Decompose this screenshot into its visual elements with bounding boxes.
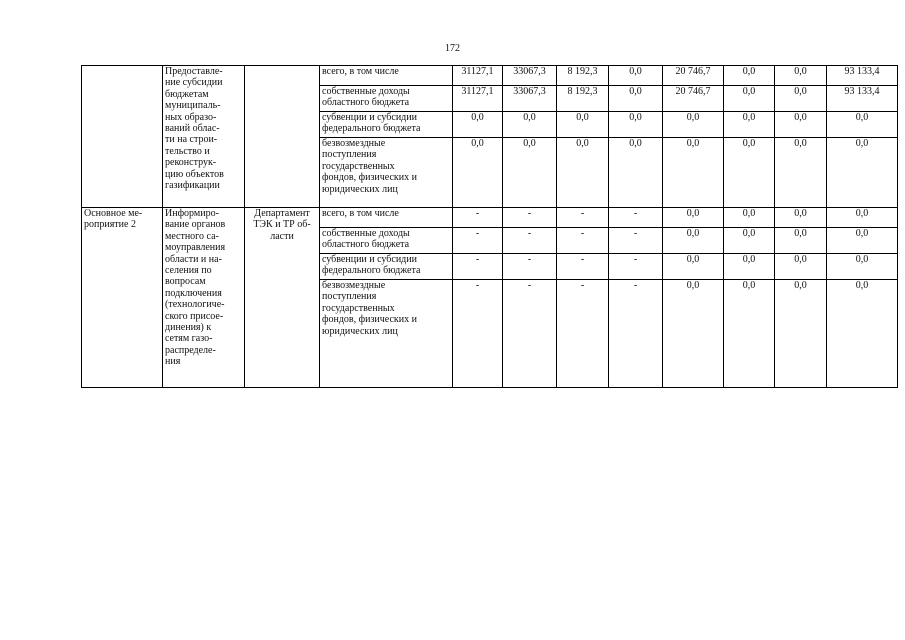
value-cell: 31127,1 — [453, 66, 503, 86]
value-cell: 0,0 — [663, 112, 724, 138]
funding-source-cell: всего, в том числе — [320, 208, 453, 228]
value-cell: 0,0 — [775, 254, 827, 280]
value-cell: 20 746,7 — [663, 66, 724, 86]
value-cell: 0,0 — [609, 112, 663, 138]
value-cell: 0,0 — [724, 280, 775, 388]
value-cell: 0,0 — [775, 280, 827, 388]
value-cell: 0,0 — [827, 112, 898, 138]
value-cell: 0,0 — [827, 228, 898, 254]
value-cell: - — [557, 228, 609, 254]
value-cell: 0,0 — [663, 228, 724, 254]
measure-cell: Основное ме- роприятие 2 — [82, 208, 163, 388]
value-cell: 0,0 — [775, 228, 827, 254]
value-cell: 0,0 — [724, 208, 775, 228]
value-cell: 0,0 — [724, 228, 775, 254]
value-cell: - — [609, 208, 663, 228]
value-cell: 8 192,3 — [557, 66, 609, 86]
funding-source-cell: собственные доходы областного бюджета — [320, 86, 453, 112]
value-cell: 0,0 — [503, 112, 557, 138]
value-cell: - — [557, 208, 609, 228]
table-row — [82, 208, 898, 228]
funding-source-cell: всего, в том числе — [320, 66, 453, 86]
value-cell: 0,0 — [557, 112, 609, 138]
value-cell: 0,0 — [609, 138, 663, 208]
value-cell: - — [503, 280, 557, 388]
funding-source-cell: собственные доходы областного бюджета — [320, 228, 453, 254]
value-cell: 0,0 — [663, 138, 724, 208]
value-cell: 0,0 — [609, 66, 663, 86]
budget-table — [81, 65, 898, 388]
value-cell: 0,0 — [827, 208, 898, 228]
funding-source-cell: субвенции и субсидии федерального бюджета — [320, 112, 453, 138]
value-cell: 0,0 — [453, 112, 503, 138]
value-cell: 93 133,4 — [827, 86, 898, 112]
value-cell: - — [609, 254, 663, 280]
value-cell: 0,0 — [724, 66, 775, 86]
measure-name-cell: Предоставле- ние субсидии бюджетам муниципаль- ных образо- ваний облас- ти на строи- тельство и реконструк- цию объектов газификации — [163, 66, 245, 208]
value-cell: 0,0 — [453, 138, 503, 208]
value-cell: 20 746,7 — [663, 86, 724, 112]
value-cell: 8 192,3 — [557, 86, 609, 112]
executor-cell — [245, 66, 320, 208]
value-cell: 0,0 — [724, 86, 775, 112]
value-cell: 0,0 — [827, 280, 898, 388]
value-cell: 0,0 — [775, 66, 827, 86]
value-cell: 0,0 — [663, 208, 724, 228]
value-cell: 0,0 — [775, 86, 827, 112]
measure-cell — [82, 66, 163, 208]
funding-source-cell: безвозмездные поступления государственных фондов, физических и юридических лиц — [320, 280, 453, 388]
value-cell: - — [609, 280, 663, 388]
value-cell: 0,0 — [663, 280, 724, 388]
value-cell: - — [503, 208, 557, 228]
measure-name-cell: Информиро- вание органов местного са- моуправления области и на- селения по вопросам подключения (технологиче- ского присое- динения) к сетям газо- распределе- ния — [163, 208, 245, 388]
value-cell: - — [453, 208, 503, 228]
value-cell: 0,0 — [775, 208, 827, 228]
funding-source-cell: субвенции и субсидии федерального бюджета — [320, 254, 453, 280]
value-cell: 0,0 — [827, 138, 898, 208]
funding-source-cell: безвозмездные поступления государственных фондов, физических и юридических лиц — [320, 138, 453, 208]
value-cell: 33067,3 — [503, 86, 557, 112]
value-cell: - — [453, 280, 503, 388]
value-cell: 0,0 — [827, 254, 898, 280]
value-cell: 0,0 — [775, 138, 827, 208]
value-cell: - — [453, 228, 503, 254]
value-cell: - — [609, 228, 663, 254]
value-cell: - — [453, 254, 503, 280]
value-cell: - — [557, 254, 609, 280]
value-cell: - — [503, 228, 557, 254]
table-row — [82, 66, 898, 86]
value-cell: 0,0 — [724, 138, 775, 208]
value-cell: 0,0 — [775, 112, 827, 138]
value-cell: 31127,1 — [453, 86, 503, 112]
value-cell: 0,0 — [557, 138, 609, 208]
value-cell: - — [503, 254, 557, 280]
value-cell: 0,0 — [609, 86, 663, 112]
executor-cell: Департамент ТЭК и ТР об- ласти — [245, 208, 320, 388]
value-cell: 0,0 — [724, 112, 775, 138]
value-cell: 0,0 — [724, 254, 775, 280]
value-cell: 0,0 — [503, 138, 557, 208]
page-number: 172 — [445, 43, 460, 54]
value-cell: 0,0 — [663, 254, 724, 280]
value-cell: 33067,3 — [503, 66, 557, 86]
value-cell: 93 133,4 — [827, 66, 898, 86]
value-cell: - — [557, 280, 609, 388]
